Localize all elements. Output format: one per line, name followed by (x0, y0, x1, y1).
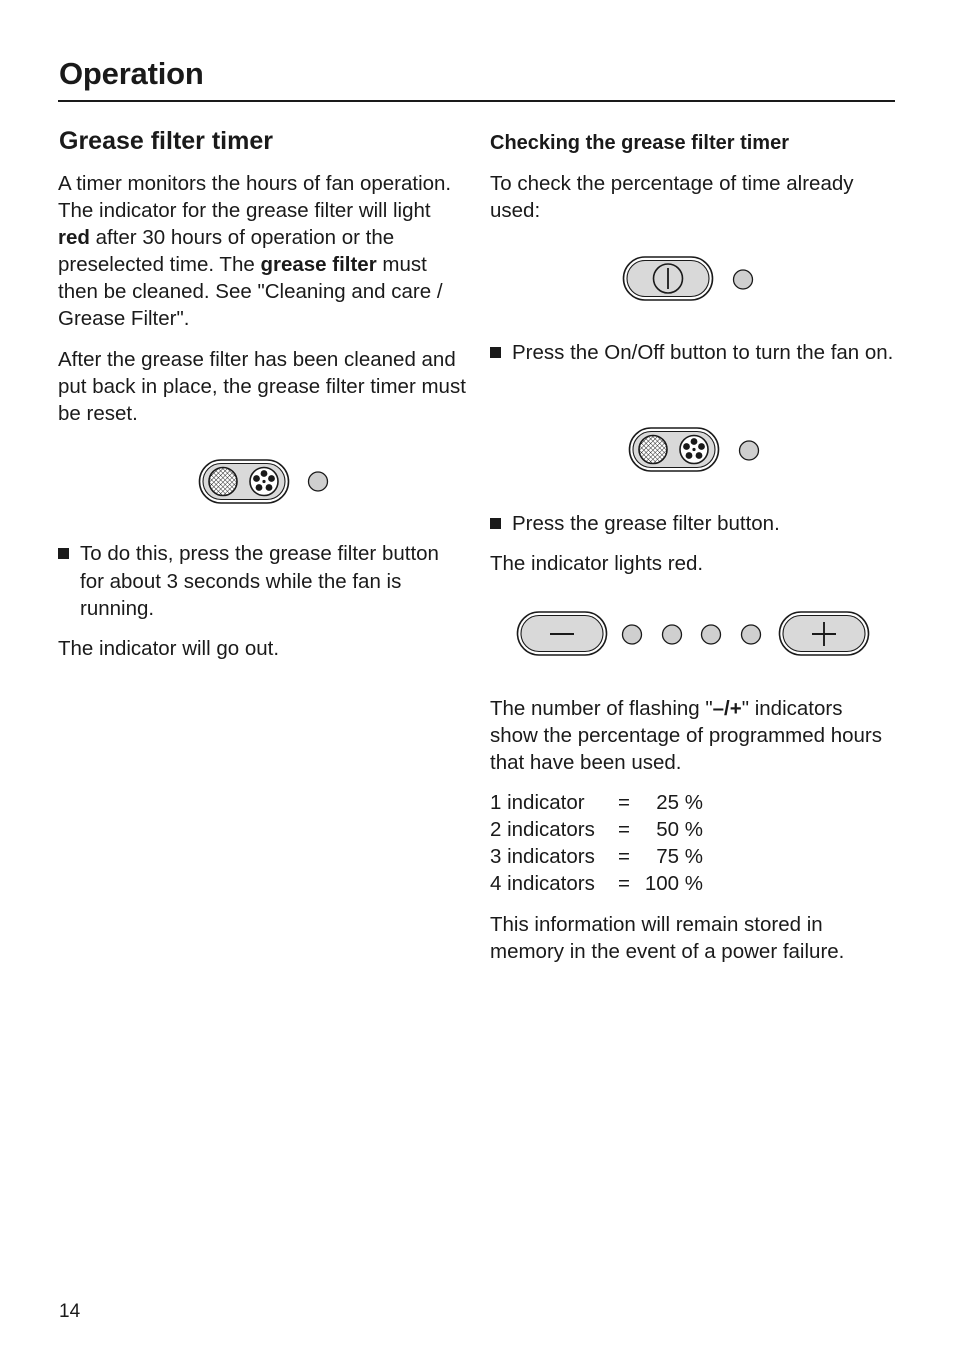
grease-filter-button-figure-right (628, 425, 768, 477)
table-row: 1 indicator = 25 % (490, 791, 703, 814)
grease-filter-icon (630, 428, 719, 471)
minus-icon (518, 612, 607, 655)
grease-filter-timer-heading: Grease filter timer (59, 127, 273, 155)
indicator-light (740, 441, 759, 460)
check-intro-text: To check the percentage of time already used: (490, 172, 854, 222)
power-icon (624, 257, 713, 300)
flashing-indicators-text: The number of flashing "–/+" indicators show the percentage of programmed hours that have been used. (490, 697, 883, 774)
minus-plus-figure (516, 609, 876, 661)
power-on-instruction: Press the On/Off button to turn the fan on. (490, 339, 902, 367)
memory-info-text: This information will remain stored in memory in the event of a power failure. (490, 913, 845, 963)
indicator-light (734, 270, 753, 289)
grease-filter-icon (200, 460, 289, 503)
on-off-button-figure (622, 254, 762, 306)
reset-instruction: To do this, press the grease filter button for about 3 seconds while the fan is running. (58, 540, 466, 623)
plus-icon (780, 612, 869, 655)
indicator-light (309, 472, 328, 491)
indicator-light-3 (702, 625, 721, 644)
section-title: Operation (59, 56, 204, 91)
indicator-light-1 (623, 625, 642, 644)
intro-paragraph: A timer monitors the hours of fan operation. The indicator for the grease filter will light red after 30 hours of operation or the preselected time. The grease filter must then be cleaned. See "Cleaning and care / Grease Filter". (58, 172, 452, 330)
indicator-percentage-table (490, 789, 750, 897)
page-number: 14 (59, 1301, 81, 1322)
press-filter-instruction: Press the grease filter button. (490, 510, 902, 538)
indicator-light-4 (742, 625, 761, 644)
grease-filter-button-figure (198, 457, 398, 509)
table-row: 2 indicators = 50 % (490, 818, 703, 841)
page-header (58, 50, 895, 102)
indicator-out-text: The indicator will go out. (58, 637, 280, 660)
table-row: 4 indicators = 100 % (490, 872, 703, 895)
checking-timer-heading: Checking the grease filter timer (490, 132, 789, 154)
indicator-red-text: The indicator lights red. (490, 552, 704, 575)
table-row: 3 indicators = 75 % (490, 845, 703, 868)
indicator-light-2 (663, 625, 682, 644)
reset-paragraph: After the grease filter has been cleaned and put back in place, the grease filter timer must be reset. (58, 348, 466, 425)
